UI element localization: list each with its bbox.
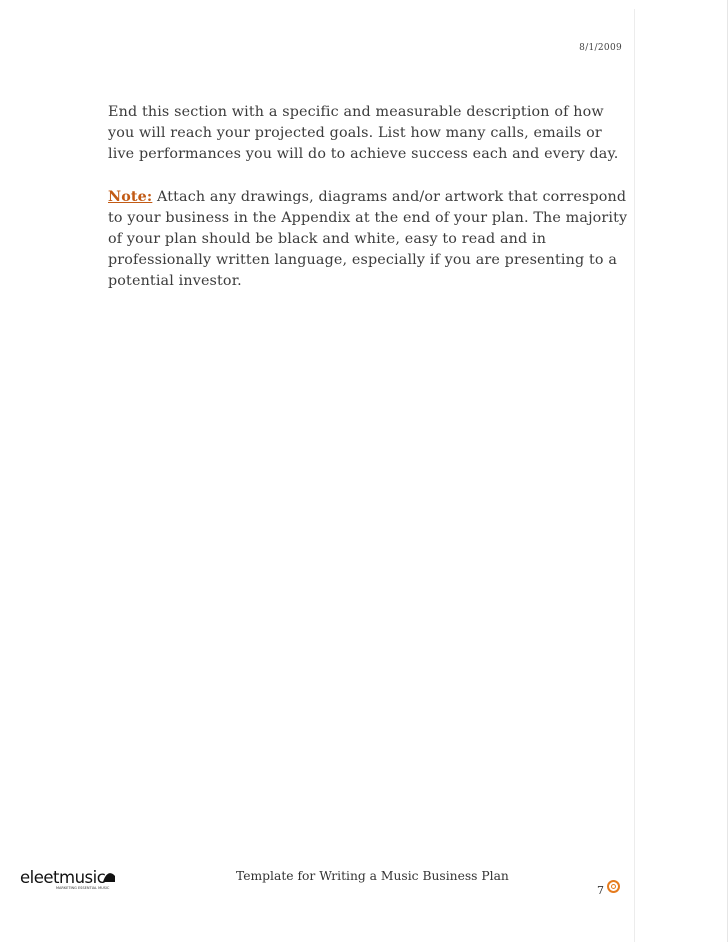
note-paragraph bbox=[108, 187, 630, 293]
orange-circle-icon bbox=[607, 880, 620, 893]
logo-tagline: MARKETING ESSENTIAL MUSIC bbox=[56, 886, 110, 890]
header-date: 8/1/2009 bbox=[579, 43, 622, 53]
eleetmusic-logo bbox=[20, 868, 115, 894]
footer-title: Template for Writing a Music Business Plan bbox=[236, 869, 509, 883]
note-text: Attach any drawings, diagrams and/or artwork that correspond to your business in the Appendix at the end of your plan. The majority of your plan should be black and white, easy to read and in professionally written language, especially if you are presenting to a potential investor. bbox=[108, 188, 628, 290]
header-rule bbox=[634, 9, 635, 942]
document-body bbox=[108, 102, 630, 314]
logo-wave-icon bbox=[102, 870, 116, 884]
body-paragraph: End this section with a specific and measurable description of how you will reach your projected goals. List how many calls, emails or live performances you will do to achieve success each and every day. bbox=[108, 104, 619, 163]
page-number: 7 bbox=[597, 884, 604, 897]
note-label: Note: bbox=[108, 188, 153, 205]
logo-text: eleetmusic bbox=[20, 868, 106, 887]
